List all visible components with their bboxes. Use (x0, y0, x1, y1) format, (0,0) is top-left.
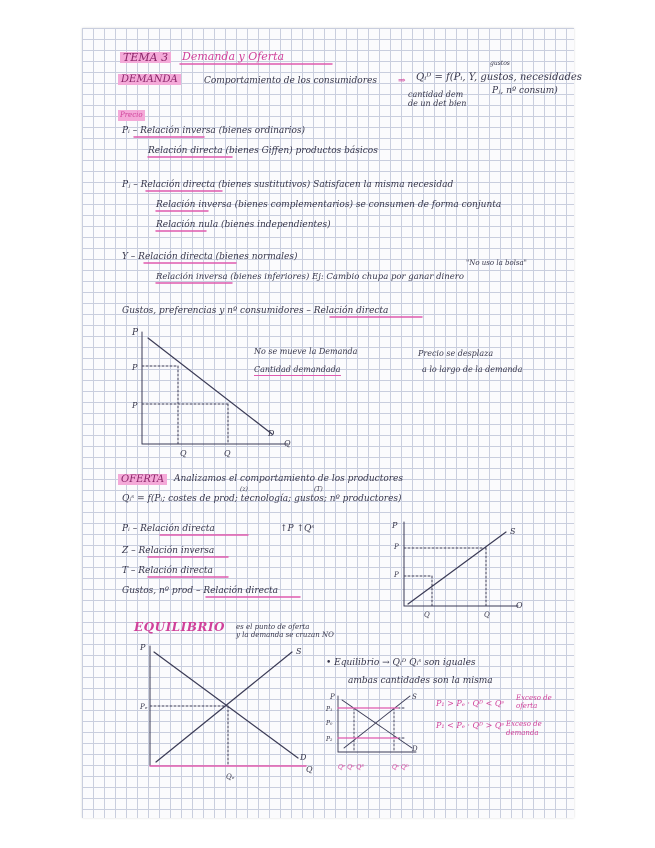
exceso-demanda-label: Exceso de demanda (506, 720, 542, 737)
oferta-description: Analizamos el comportamiento de los productores (174, 474, 403, 484)
supply-graph-p1: P (394, 543, 399, 551)
small-graph-p1: P₁ (326, 706, 333, 713)
equilibrium-graph (150, 646, 306, 766)
exceso-oferta-cond: P₁ > Pₑ · Qᴰ < Qˢ (436, 699, 505, 708)
highlight-underlines (134, 64, 422, 597)
oferta-t-relation: T – Relación directa (122, 566, 213, 576)
qd-note: cantidad dem de un det bien (408, 90, 467, 108)
small-graph-p0: P₀ (326, 720, 333, 727)
demand-graph-q1: Q (180, 449, 187, 458)
equilibrio-note-2: y la demanda se cruzan NO (236, 631, 334, 639)
equilibrio-note-1: es el punto de oferta (236, 623, 310, 631)
page-title: Demanda y Oferta (182, 50, 285, 63)
oferta-z-relation: Z – Relación inversa (122, 546, 215, 556)
eq-graph-s-label: S (296, 647, 302, 656)
eq-graph-pe-label: Pₑ (140, 703, 148, 711)
eq-graph-q-label: Q (306, 765, 313, 774)
demand-note-1: No se mueve la Demanda (254, 347, 358, 356)
arrow-icon: ⇒ (398, 76, 406, 86)
exceso-demanda-cond: P₁ < Pₑ · Qᴰ > Qˢ (436, 721, 505, 730)
pj-relation-3: Relación nula (bienes independientes) (156, 220, 331, 230)
small-graph-d-label: D (412, 745, 418, 753)
demand-graph-p2: P (132, 401, 138, 410)
small-graph-p-label: P (330, 693, 335, 701)
supply-graph-p2: P (394, 571, 399, 579)
oferta-formula-mark-1: (z) (240, 486, 248, 493)
gustos-relation: Gustos, preferencias y nº consumidores – Relación directa (122, 306, 389, 316)
pi-relation-1: Pᵢ – Relación inversa (bienes ordinarios) (122, 126, 305, 136)
oferta-label: OFERTA (118, 474, 167, 485)
eq-graph-p-label: P (140, 643, 146, 652)
oferta-formula-mark-2: (T) (314, 486, 323, 493)
oferta-pi-relation: Pᵢ – Relación directa (122, 524, 215, 534)
tema-label: TEMA 3 (120, 52, 171, 63)
pj-relation-2: Relación inversa (bienes complementarios) se consumen de forma conjunta (156, 200, 502, 210)
equilibrio-line-2: ambas cantidades son la misma (348, 676, 493, 686)
demanda-formula: Qᵢᴰ = f(Pᵢ, Y, gustos, necesidades (416, 72, 582, 83)
supply-graph-q1: Q (424, 611, 430, 619)
small-graph-q-labels: Qᵉ Qᵒ Qᴱ (338, 764, 364, 771)
graph-drawings (82, 28, 574, 818)
y-relation-2: Relación inversa (bienes inferiores) Ej: Cambio chupa por ganar dinero (156, 272, 464, 282)
demanda-description: Comportamiento de los consumidores (204, 76, 377, 86)
y-relation-1: Y – Relación directa (bienes normales) (122, 252, 298, 262)
demanda-label: DEMANDA (118, 74, 181, 85)
demand-graph-q-axis: Q (284, 439, 291, 448)
small-graph-p2: P₂ (326, 736, 333, 743)
supply-graph (404, 522, 518, 606)
supply-graph-o-label: O (516, 601, 523, 610)
demand-note-2: Cantidad demandada (254, 365, 341, 374)
demand-graph (142, 332, 288, 444)
formula-note: gustos (490, 60, 510, 67)
y-relation-1-note: "No uso la bolsa" (466, 259, 527, 267)
small-graph-s-label: S (412, 693, 417, 701)
equilibrio-line-1: • Equilibrio → Qᵢᴰ Qᵢˢ son iguales (326, 658, 476, 668)
demand-graph-d-label: D (268, 429, 275, 438)
pi-relation-2: Relación directa (bienes Giffen) productos básicos (148, 146, 378, 156)
precio-label: Precio (120, 111, 143, 119)
oferta-pi-note: ↑P ↑Qˢ (280, 524, 315, 534)
demand-graph-p-label: P (132, 328, 139, 338)
equilibrio-label: EQUILIBRIO (134, 620, 225, 634)
demand-note-4: a lo largo de la demanda (422, 365, 523, 374)
demand-graph-p1: P (132, 363, 138, 372)
small-graph-q-labels-2: Qˢ Qᴰ (392, 764, 409, 771)
pj-relation-1: Pⱼ – Relación directa (bienes sustitutivos) Satisfacen la misma necesidad (122, 180, 454, 190)
supply-graph-s-label: S (510, 527, 516, 536)
supply-graph-p-label: P (392, 521, 398, 530)
eq-graph-qe-label: Qₑ (226, 773, 235, 781)
supply-graph-q2: Q (484, 611, 490, 619)
exceso-oferta-label: Exceso de oferta (516, 694, 552, 710)
small-graph (338, 696, 416, 752)
notebook-page (82, 28, 582, 818)
demand-note-3: Precio se desplaza (418, 349, 494, 358)
demand-graph-q2: Q (224, 449, 231, 458)
oferta-formula: Qᵢˢ = f(Pᵢ; costes de prod; tecnología; gustos; nº productores) (122, 494, 402, 504)
eq-graph-d-label: D (300, 753, 307, 762)
demanda-formula-tail: Pⱼ, nº consum) (492, 86, 558, 96)
oferta-gustos-relation: Gustos, nº prod – Relación directa (122, 586, 278, 596)
